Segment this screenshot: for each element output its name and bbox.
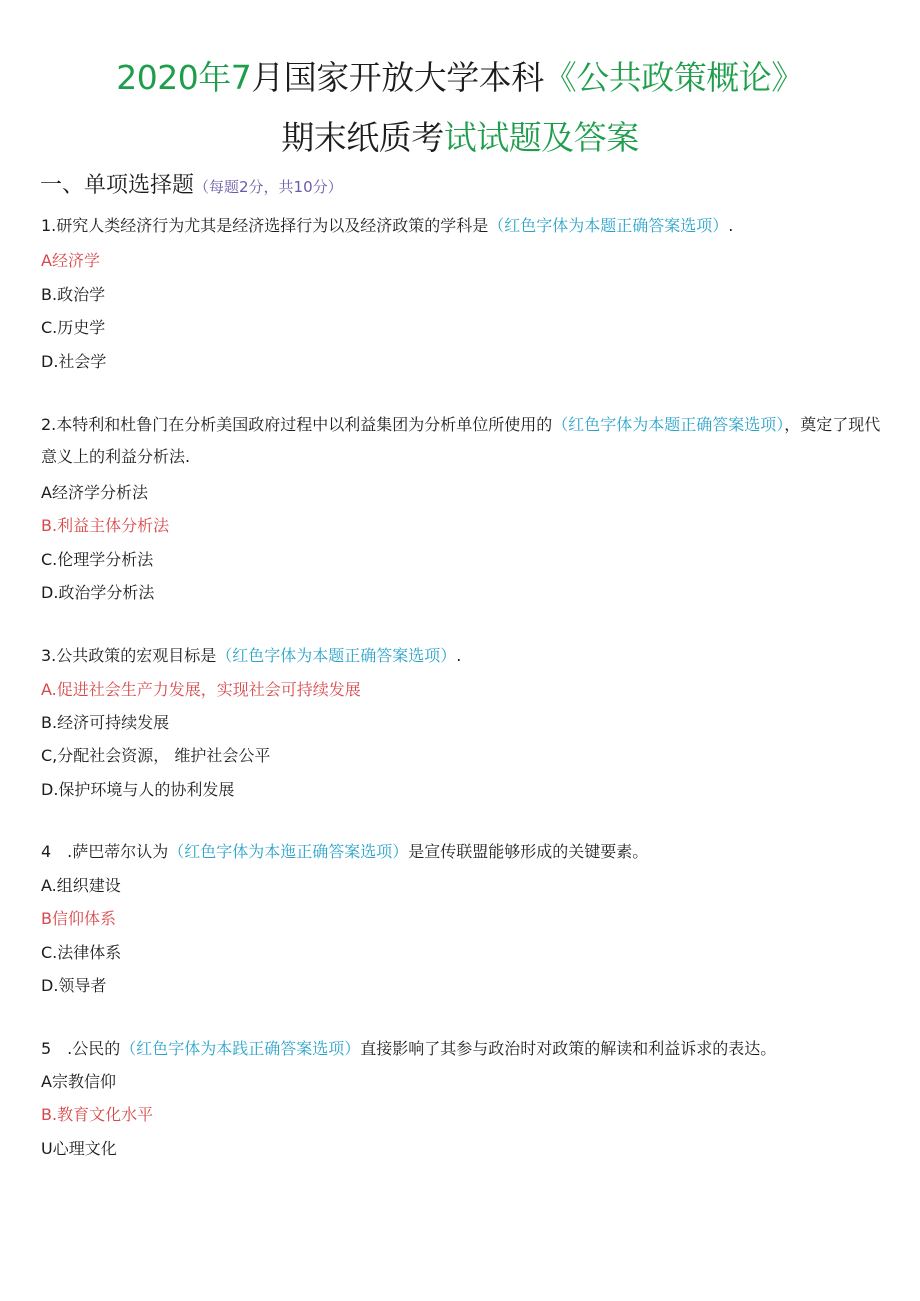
question-2-option-b: B.利益主体分析法 — [41, 516, 170, 535]
question-4-option-a: A.组织建设 — [41, 876, 121, 895]
title-course-name: 《公共政策概论》 — [543, 58, 804, 97]
question-2-option-c: C.伦理学分析法 — [41, 550, 154, 569]
question-3-option-d: D.保护环境与人的协利发展 — [41, 780, 235, 799]
question-2-option-d: D.政治学分析法 — [41, 583, 155, 602]
question-4-option-b: B信仰体系 — [41, 909, 116, 928]
question-5-option-a: A宗教信仰 — [41, 1072, 116, 1091]
question-4-text: 4 .萨巴蒂尔认为 — [41, 842, 169, 861]
question-1-option-d: D.社会学 — [41, 352, 107, 371]
question-2-option-a: A经济学分析法 — [41, 483, 148, 502]
question-3-option-a: A.促进社会生产力发展，实现社会可持续发展 — [41, 680, 361, 699]
question-5-tail: 直接影响了其参与政治时对政策的解读和利益诉求的表达。 — [360, 1039, 777, 1058]
question-1-option-b: B.政治学 — [41, 285, 106, 304]
title-exam-type: 期末纸质考 — [281, 118, 444, 157]
question-4-blank: （红色字体为本迤正确答案选项） — [168, 842, 409, 861]
question-4-stem — [41, 836, 881, 868]
question-1-option-a: A经济学 — [41, 251, 100, 270]
question-2-tail: ，奠定了现代意义上的利益分析法. — [41, 415, 881, 466]
question-3-option-c: C,分配社会资源， 维护社会公平 — [41, 746, 271, 765]
document-title-line-1 — [0, 52, 920, 99]
section-heading — [40, 168, 343, 199]
question-3-stem — [41, 640, 881, 672]
question-2-stem — [41, 409, 881, 473]
question-3-option-b: B.经济可持续发展 — [41, 713, 170, 732]
question-1-tail: . — [728, 216, 734, 235]
question-1-stem — [41, 210, 881, 242]
title-answers-label: 试试题及答案 — [443, 118, 639, 157]
question-4-option-c: C.法律体系 — [41, 943, 122, 962]
question-5-option-b: B.教育文化水平 — [41, 1105, 154, 1124]
title-exam-name: 月国家开放大学本科 — [251, 58, 544, 97]
question-2-text: 2.本特利和杜鲁门在分析美国政府过程中以利益集团为分析单位所使用的 — [41, 415, 553, 434]
question-1-blank: （红色字体为本题正确答案选项） — [488, 216, 729, 235]
question-2-blank: （红色字体为本题正确答案选项） — [552, 415, 785, 434]
question-5-stem — [41, 1033, 881, 1065]
question-5-blank: （红色字体为本践正确答案选项） — [120, 1039, 361, 1058]
question-3-blank: （红色字体为本题正确答案选项） — [216, 646, 457, 665]
question-1-text: 1.研究人类经济行为尤其是经济选择行为以及经济政策的学科是 — [41, 216, 489, 235]
question-3-text: 3.公共政策的宏观目标是 — [41, 646, 217, 665]
question-5-option-c: U心理文化 — [41, 1139, 117, 1158]
document-title-line-2 — [0, 112, 920, 159]
section-score-note: （每题2分，共10分） — [194, 178, 343, 196]
question-1-option-c: C.历史学 — [41, 318, 106, 337]
section-heading-text: 一、单项选择题 — [40, 173, 195, 198]
title-year-part: 2020年7 — [116, 58, 252, 97]
question-3-tail: . — [456, 646, 462, 665]
question-4-option-d: D.领导者 — [41, 976, 107, 995]
question-4-tail: 是宣传联盟能够形成的关键要素。 — [408, 842, 649, 861]
question-5-text: 5 .公民的 — [41, 1039, 121, 1058]
